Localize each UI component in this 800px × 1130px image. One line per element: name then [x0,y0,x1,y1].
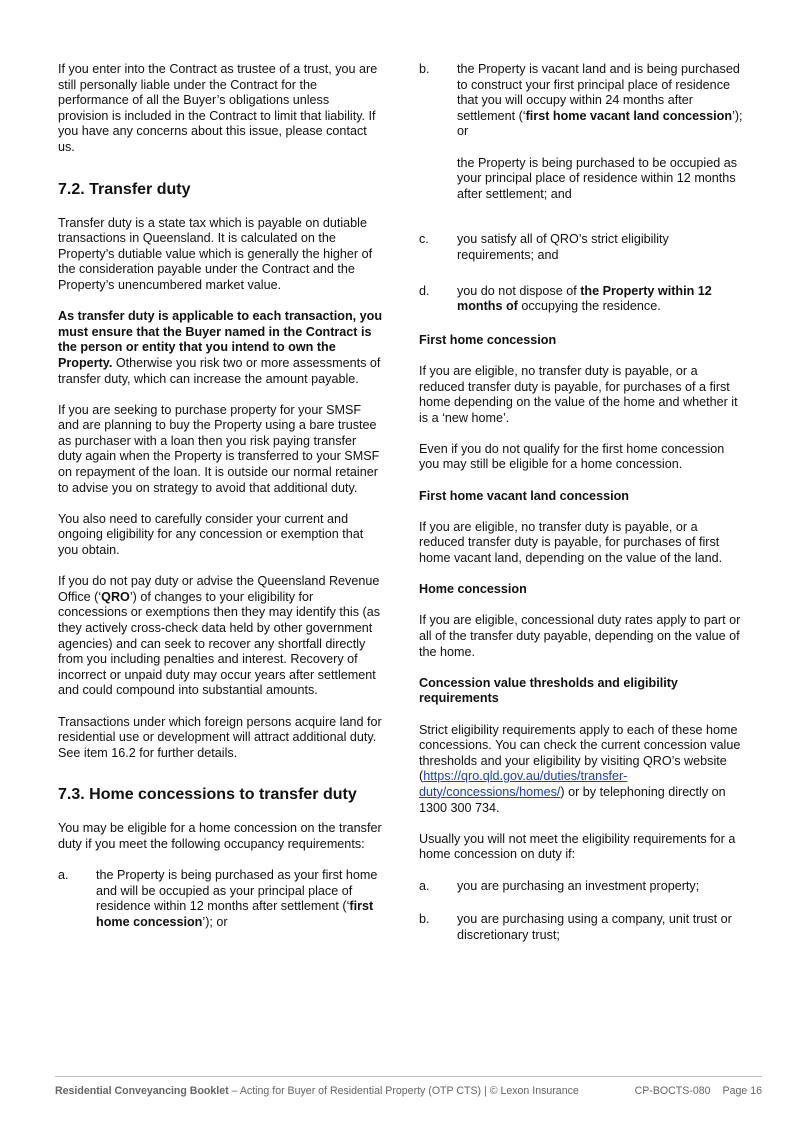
foreign-persons-paragraph: Transactions under which foreign persons acquire land for residential use or development will attract additional duty. See item 16.2 for further details. [58,714,382,760]
page-footer [55,1076,762,1097]
heading-home-concessions: 7.3. Home concessions to transfer duty [58,786,357,804]
right-column [419,62,744,961]
qro-website-link[interactable]: https://qro.qld.gov.au/duties/transfer-duty/concessions/homes/ [419,769,628,799]
buyer-named-warning: As transfer duty is applicable to each transaction, you must ensure that the Buyer named in the Contract is the person or entity that you intend to own the Property. [58,309,383,370]
trustee-paragraph: If you enter into the Contract as trustee of a trust, you are still personally liable under the Contract for the performance of all the Buyer’s obligations unless provision is included in the Contract to limit that liability. If you have any concerns about this issue, please contact us. [58,62,378,154]
qro-paragraph: If you do not pay duty or advise the Queensland Revenue Office (‘QRO’) of changes to your eligibility for concessions or exemptions then they may identify this (as they actively cross-check data held by other government agencies) and can seek to recover any shortfall directly from you including penalties and interest. Recovery of incorrect or unpaid duty may occur years after settlement and could compound into substantial amounts. [58,574,380,698]
transfer-duty-definition: Transfer duty is a state tax which is payable on dutiable transactions in Queensland. It is calculated on the Property’s dutiable value which is generally the higher of the consideration payable under the Contract and the Property’s unencumbered market value. [58,215,373,292]
heading-home-concession: Home concession [419,582,527,597]
document-code: CP-BOCTS-080 [634,1085,711,1097]
heading-first-home-concession: First home concession [419,332,557,347]
list-item: b. the Property is vacant land and is being purchased to construct your first principal place of residence that you will occupy within 24 months after settlement (‘first home vacant land concession’); or [419,62,743,139]
footer-title: Residential Conveyancing Booklet [55,1085,229,1097]
list-item: c. you satisfy all of QRO’s strict eligibility requirements; and [419,232,669,262]
list-item: a. you are purchasing an investment property; [419,878,700,893]
even-if-paragraph: Even if you do not qualify for the first home concession you may still be eligible for a home concession. [419,441,725,472]
occupancy-intro: You may be eligible for a home concession on the transfer duty if you meet the following occupancy requirements: [58,821,382,851]
heading-transfer-duty: 7.2. Transfer duty [58,180,191,198]
home-concession-paragraph: If you are eligible, concessional duty rates apply to part or all of the transfer duty payable, depending on the value of the home. [419,613,741,659]
first-home-paragraph: If you are eligible, no transfer duty is payable, or a reduced transfer duty is payable, for purchases of a first home depending on the value of the home and whether it is a ‘new home’. [419,363,738,425]
heading-thresholds: Concession value thresholds and eligibility requirements [419,675,678,706]
vacant-land-paragraph: If you are eligible, no transfer duty is payable, or a reduced transfer duty is payable, for purchases of first home vacant land, depending on the value of the land. [419,519,723,566]
list-item: b. you are purchasing using a company, unit trust or discretionary trust; [419,912,732,942]
left-column [58,62,383,949]
list-item: d. you do not dispose of the Property within 12 months of occupying the residence. [419,283,712,314]
smsf-paragraph: If you are seeking to purchase property for your SMSF and are planning to buy the Property using a bare trustee as purchaser with a loan then you risk paying transfer duty again when the Property is transferred to your SMSF on repayment of the loan. It is outside our normal retainer to advise you on strategy to avoid that additional duty. [58,402,380,495]
footer-subtitle: – Acting for Buyer of Residential Property (OTP CTS) | © Lexon Insurance [228,1085,579,1097]
list-item: a. the Property is being purchased as your first home and will be occupied as your principal place of residence within 12 months after settlement (‘first home concession’); or [58,868,378,929]
eligibility-paragraph: You also need to carefully consider your current and ongoing eligibility for any concession or exemption that you obtain. [58,511,364,558]
buyer-named-paragraph: As transfer duty is applicable to each transaction, you must ensure that the Buyer named in the Contract is the person or entity that you intend to own the Property. Otherwise you risk two or more assessments of transfer duty, which can increase the amount payable. [58,309,383,386]
usually-paragraph: Usually you will not meet the eligibility requirements for a home concession on duty if: [419,831,736,862]
thresholds-paragraph: Strict eligibility requirements apply to each of these home concessions. You can check the current concession value thresholds and your eligibility by visiting QRO’s website (https://qro.qld.gov.au/duties/transfer-duty/concessions/homes/) or by telephoning directly on 1300 300 734. [419,722,741,815]
page-number: Page 16 [722,1085,762,1097]
heading-vacant-land: First home vacant land concession [419,488,629,503]
list-sub-item: the Property is being purchased to be occupied as your principal place of residence within 12 months after settlement; and [457,155,738,201]
